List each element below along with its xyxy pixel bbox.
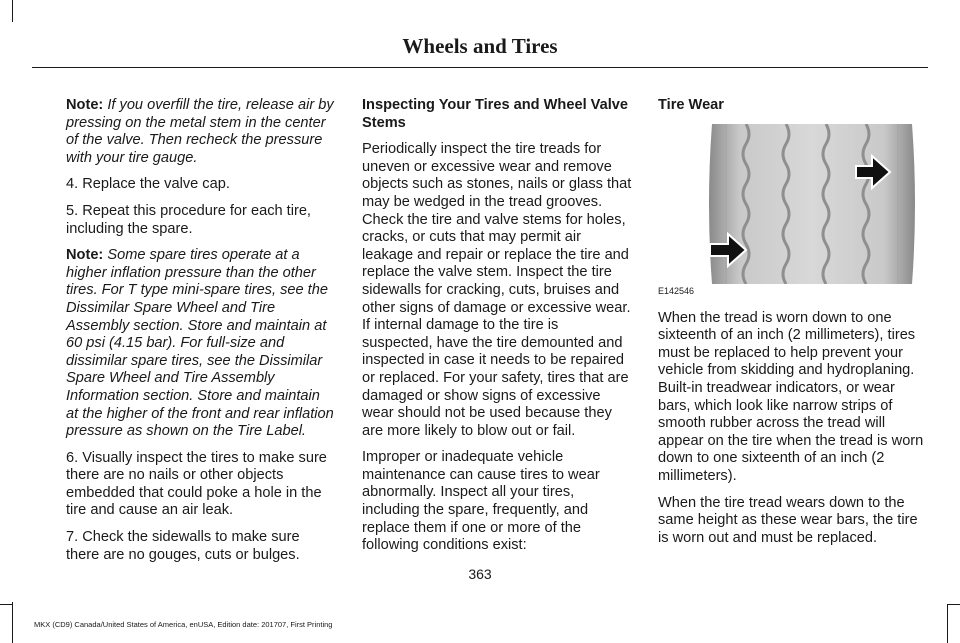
column-3: [658, 97, 928, 556]
note-text: Some spare tires operate at a higher inflation pressure than the other tires. For T type mini-spare tires, see the Dissimilar Spare Wheel and Tire Assembly section. Store and maintain at 60 psi (4.15 bar). For full-size and dissimilar spare tires, see the Dissimilar Spare Wheel and Tire Assembly Information section. Store and maintain at the higher of the front and rear inflation pressure as shown on the Tire Label.: [66, 247, 334, 440]
note-paragraph: [66, 97, 336, 167]
crop-mark-bottom-right-vertical: [947, 604, 948, 643]
crop-mark-bottom-left-horizontal: [0, 604, 12, 605]
page-number: 363: [468, 566, 492, 582]
step-4: 4. Replace the valve cap.: [66, 176, 230, 193]
note-label: Note:: [66, 247, 104, 264]
body-paragraph: Periodically inspect the tire treads for uneven or excessive wear and remove objects such as stones, nails or glass that may be wedged in the tread grooves. Check the tire and valve stems for holes, cracks, or cuts that may permit air leakage and repair or replace the tire and replace the valve stem. Inspect the tire sidewalls for cracking, cuts, bruises and other signs of damage or excessive wear. If internal damage to the tire is suspected, have the tire demounted and inspected in case it needs to be repaired or replaced. For your safety, tires that are damaged or show signs of excessive wear should not be used because they are more likely to blow out or fail.: [362, 141, 632, 439]
column-1: [66, 97, 336, 573]
tire-wear-illustration: [658, 124, 918, 296]
step-5: 5. Repeat this procedure for each tire, including the spare.: [66, 202, 311, 237]
step-6: 6. Visually inspect the tires to make sure there are no nails or other objects embedded that could poke a hole in the tire and cause an air leak.: [66, 449, 327, 519]
header-divider: [32, 67, 928, 68]
step-7: 7. Check the sidewalls to make sure there are no gouges, cuts or bulges.: [66, 529, 300, 563]
crop-mark-bottom-left-vertical: [12, 602, 13, 643]
column-2: [362, 97, 632, 564]
body-paragraph: When the tire tread wears down to the same height as these wear bars, the tire is worn out and must be replaced.: [658, 494, 918, 546]
crop-mark-bottom-right-horizontal: [948, 604, 960, 605]
note-text: If you overfill the tire, release air by pressing on the metal stem in the center of the valve. Then recheck the pressure with your tire gauge.: [66, 97, 334, 166]
footer-text: MKX (CD9) Canada/United States of America, enUSA, Edition date: 201707, First Printing: [34, 620, 333, 629]
crop-mark-top-left-vertical: [12, 0, 13, 22]
body-paragraph: Improper or inadequate vehicle maintenance can cause tires to wear abnormally. Inspect all your tires, including the spare, frequently, and replace them if one or more of the following conditions exist:: [362, 449, 600, 554]
tire-tread-image: [706, 124, 918, 284]
note-label: Note:: [66, 97, 104, 113]
section-heading: Inspecting Your Tires and Wheel Valve Stems: [362, 97, 629, 131]
body-paragraph: When the tread is worn down to one sixteenth of an inch (2 millimeters), tires must be replaced to help prevent your vehicle from skidding and hydroplaning. Built-in treadwear indicators, or wear bars, which look like narrow strips of smooth rubber across the tread will appear on the tire when the tread is worn down to one sixteenth of an inch (2 millimeters).: [658, 309, 924, 484]
page-header-title: Wheels and Tires: [402, 34, 558, 58]
figure-id: E142546: [658, 285, 695, 296]
note-paragraph: [66, 247, 336, 441]
section-heading: Tire Wear: [658, 97, 724, 113]
